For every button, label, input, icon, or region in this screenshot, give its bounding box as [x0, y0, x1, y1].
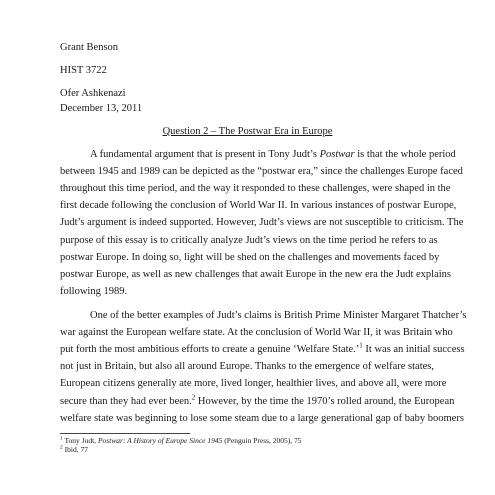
essay-title: Question 2 – The Postwar Era in Europe: [162, 126, 333, 137]
paragraph-1-line-7: postwar Europe. In doing so, light will be shed on the challenges and movements faced by: [60, 252, 440, 263]
essay-date: December 13, 2011: [60, 103, 143, 114]
paragraph-2-line-3: put forth the most ambitious efforts to create a genuine ‘Welfare State.’$^1$ It was an initial success: [60, 341, 465, 355]
paragraph-1-line-5: Judt’s argument is indeed supported. However, Judt’s views are not susceptible to criticism. The: [60, 217, 464, 228]
paragraph-1-line-8: postwar Europe, as well as new challenges that await Europe in the new era the Judt explains: [60, 269, 451, 280]
paragraph-1-line-6: purpose of this essay is to critically analyze Judt’s views on the time period he refers to as: [60, 235, 438, 246]
paragraph-2-line-7: welfare state was beginning to lose some steam due to a large generational gap of baby boomers: [60, 413, 464, 424]
paragraph-1-line-2: between 1945 and 1989 can be depicted as the “postwar era,” since the challenges Europe faced: [60, 166, 463, 177]
paragraph-2-line-2: war against the European welfare state. At the conclusion of World War II, it was Britain who: [60, 327, 453, 338]
instructor-name: Ofer Ashkenazi: [60, 88, 126, 99]
paragraph-2-line-1: One of the better examples of Judt’s claims is British Prime Minister Margaret Thatcher’s: [90, 310, 467, 321]
paragraph-1-line-9: following 1989.: [60, 286, 128, 297]
paragraph-2-line-4: not just in Britain, but also all around Europe. Thanks to the emergence of welfare states,: [60, 361, 435, 372]
paragraph-2-line-5: European citizens generally ate more, lived longer, healthier lives, and above all, were more: [60, 378, 447, 389]
author-name: Grant Benson: [60, 42, 119, 53]
footnote-1-book-title: Postwar: A History of Europe Since 1945: [97, 436, 223, 445]
footnote-divider: [60, 433, 190, 434]
paragraph-1-line-4: first decade following the conclusion of World War II. In various instances of postwar Europe,: [60, 200, 457, 211]
paragraph-2-line-6: secure than they had ever been.$^2$ However, by the time the 1970’s rolled around, the European: [60, 393, 455, 407]
footnote-ref-2: 2: [191, 393, 196, 402]
course-code: HIST 3722: [60, 65, 107, 76]
book-title-postwar: Postwar: [319, 149, 355, 160]
footnote-ref-1: 1: [359, 341, 363, 350]
footnote-2: $^2$ Ibid, 77: [60, 444, 88, 454]
footnote-1: $^1$ Tony Judt, Postwar: A History of Europe Since 1945 (Penguin Press, 2005), 75: [60, 435, 302, 445]
paragraph-1-line-3: throughout this time period, and the way it responded to these challenges, were shaped in the: [60, 183, 451, 194]
paragraph-1-line-1: A fundamental argument that is present in Tony Judt’s Postwar is that the whole period: [90, 149, 456, 160]
